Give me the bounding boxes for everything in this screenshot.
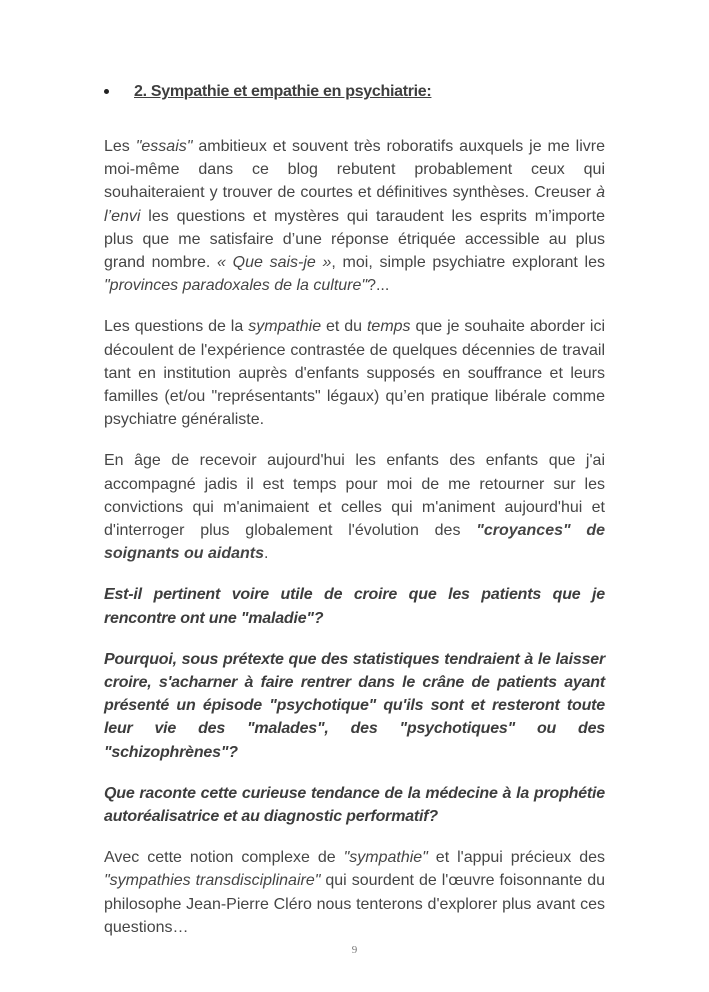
paragraph-convictions — [104, 449, 605, 565]
text-segment: "sympathie" — [343, 849, 428, 867]
text-segment: à l’envi — [104, 184, 605, 225]
page-content — [104, 78, 605, 957]
text-segment: "sympathies transdisciplinaire" — [104, 872, 321, 890]
question-pourquoi — [104, 648, 605, 764]
text-segment: Les questions de la — [104, 318, 249, 336]
text-segment: Avec cette notion complexe de — [104, 849, 344, 867]
text-segment: Est-il pertinent voire utile de croire que les patients que je rencontre ont une "maladie"? — [104, 586, 605, 627]
text-segment: "provinces paradoxales de la culture" — [104, 277, 368, 295]
text-segment: ?... — [367, 277, 390, 295]
question-prophetie — [104, 782, 605, 828]
text-segment: . — [264, 545, 269, 563]
text-segment: ambitieux et souvent très roboratifs auxquels je me livre moi-même dans ce blog rebutent probablement ceux qui souhaiteraient y trouver de courtes et définitives synthèses. Creuser — [104, 138, 605, 202]
text-segment: Les — [104, 138, 136, 155]
text-segment: "croyances" de soignants ou aidants — [104, 522, 606, 563]
text-segment: sympathie — [248, 318, 322, 336]
text-segment: qui sourdent de l'œuvre foisonnante du philosophe Jean-Pierre Cléro nous tenterons d'explorer plus avant ces questions… — [104, 872, 606, 936]
text-segment: que je souhaite aborder ici découlent de l'expérience contrastée de quelques décennies de travail tant en institution auprès d'enfants supposés en souffrance et leurs familles (et/ou "représentants" légaux) qu’en pratique libérale comme psychiatre généraliste. — [104, 318, 606, 429]
text-segment: Que raconte cette curieuse tendance de la médecine à la prophétie autoréalisatrice et au diagnostic performatif? — [104, 784, 605, 826]
text-segment: et l'appui précieux des — [427, 849, 605, 867]
paragraph-questions-context — [104, 315, 605, 431]
paragraph-conclusion — [104, 846, 605, 939]
text-segment: , moi, simple psychiatre explorant les — [331, 254, 606, 272]
text-segment: Pourquoi, sous prétexte que des statistiques tendraient à le laisser croire, s'acharner à faire rentrer dans le crâne de patients ayant présenté un épisode "psychotique" qu'ils sont et resteront toute leur vie des "malades", des "psychotiques" ou des "schizophrènes"? — [104, 650, 605, 761]
section-heading: 2. Sympathie et empathie en psychiatrie: — [134, 83, 432, 100]
text-segment: "essais" — [135, 138, 193, 155]
text-segment: les questions et mystères qui taraudent les esprits m’importe plus que me satisfaire d’une réponse étriquée accessible au plus grand nombre. — [104, 207, 605, 272]
section-heading-row — [104, 78, 605, 104]
question-maladie — [104, 583, 605, 629]
text-segment: « Que sais-je » — [217, 254, 332, 272]
text-segment: temps — [366, 318, 411, 336]
paragraph-intro — [104, 135, 605, 297]
bullet-icon — [104, 89, 109, 94]
text-segment: et du — [321, 318, 367, 336]
text-segment: En âge de recevoir aujourd'hui les enfants des enfants que j'ai accompagné jadis il est temps pour moi de me retourner sur les convictions qui m'animaient et celles qui m'animent aujourd'hui et d'interroger plus globalement l'évolution des — [104, 452, 605, 540]
page-number: 9 — [351, 944, 358, 956]
